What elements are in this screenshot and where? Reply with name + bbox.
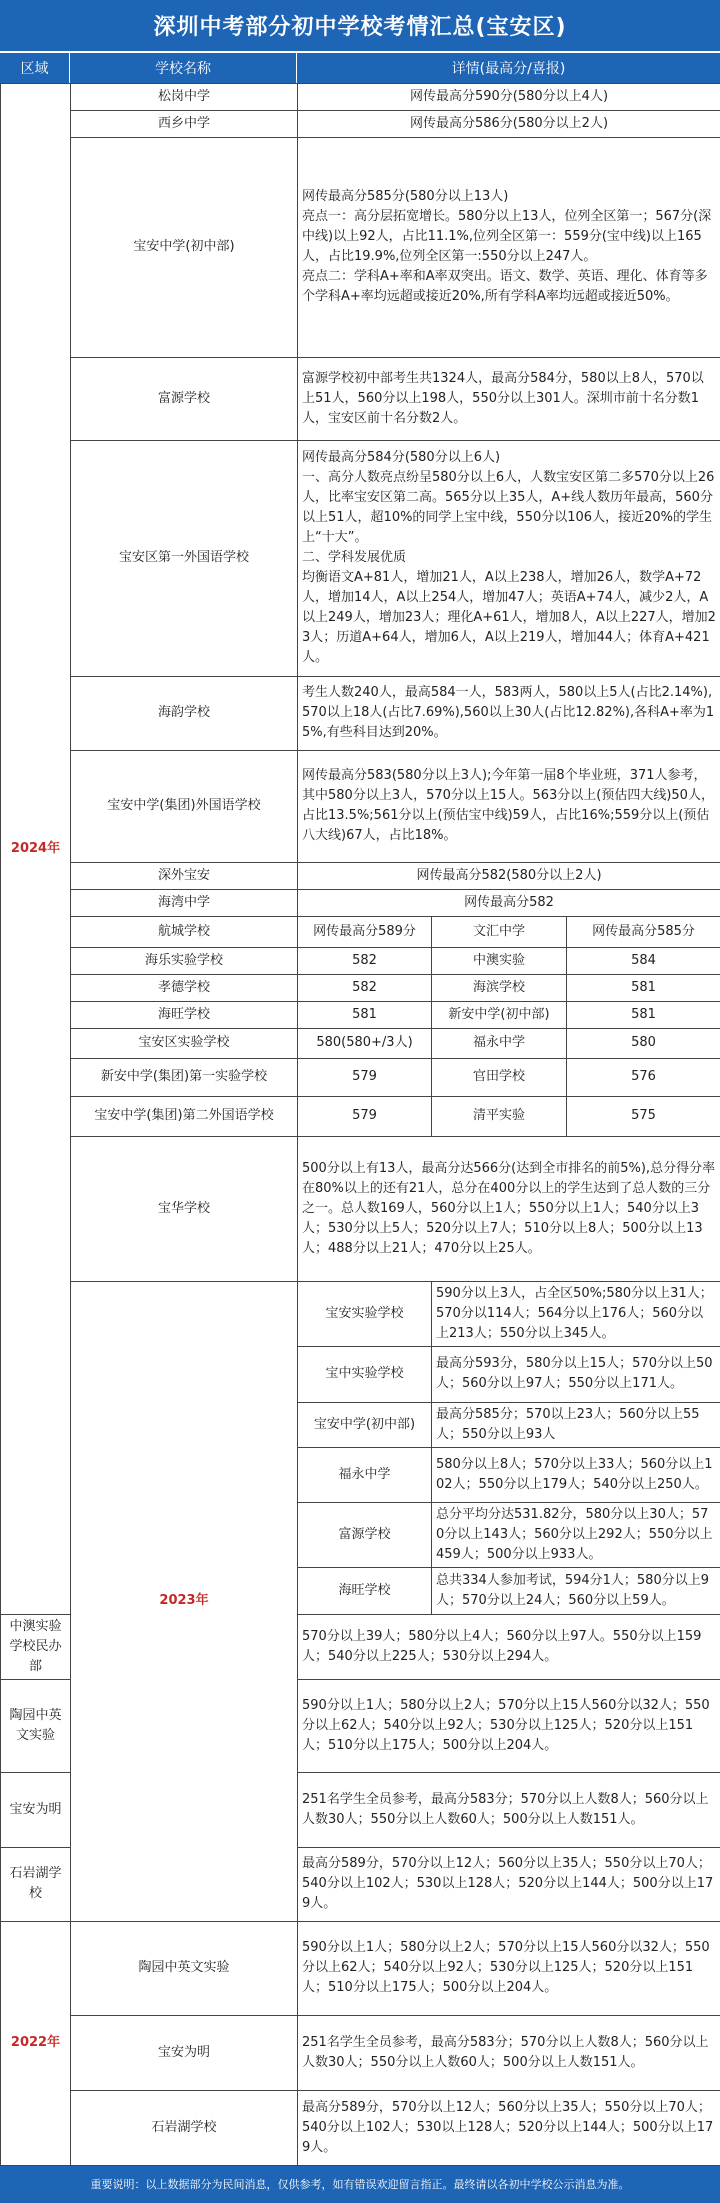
school-score: 580(580+/3人) [298, 1028, 432, 1058]
school-name: 福永中学 [298, 1447, 432, 1502]
school-name: 海韵学校 [71, 676, 298, 750]
table-row [1, 83, 720, 110]
school-detail: 最高分585分；570以上23人；560分以上55人；550分以上93人 [432, 1402, 720, 1447]
table-row [1, 440, 720, 676]
school-detail: 500分以上有13人，最高分达566分(达到全市排名的前5%),总分得分率在80%以上的还有21人，总分在400分以上的学生达到了总人数的三分之一。总人数169人，560分以上1人；550分以上1人；540分以上3人；530分以上5人；520分以上7人；510分以上8人；500分以上13人；488分以上21人；470分以上25人。 [298, 1136, 720, 1281]
school-score: 582 [298, 974, 432, 1001]
header-detail: 详情(最高分/喜报) [451, 60, 566, 77]
school-name: 海旺学校 [298, 1567, 432, 1614]
school-detail: 网传最高分582 [298, 889, 720, 916]
header-school: 学校名称 [70, 53, 297, 83]
school-name: 中澳实验 [432, 947, 567, 974]
school-name: 西乡中学 [71, 110, 298, 137]
school-detail: 251名学生全员参考，最高分583分；570分以上人数8人；560分以上人数30人；550分以上人数60人；500分以上人数151人。 [298, 1772, 720, 1847]
school-name: 官田学校 [432, 1058, 567, 1096]
school-name: 宝安中学(初中部) [298, 1402, 432, 1447]
table-row [1, 137, 720, 357]
school-detail: 网传最高分586分(580分以上2人) [298, 110, 720, 137]
school-name: 海旺学校 [71, 1001, 298, 1028]
school-score: 581 [298, 1001, 432, 1028]
table-row [1, 974, 720, 1001]
table-row [1, 1028, 720, 1058]
school-name: 石岩湖学校 [71, 2090, 298, 2165]
school-name: 文汇中学 [432, 916, 567, 947]
school-score: 575 [567, 1096, 720, 1136]
school-detail: 网传最高分583(580分以上3人);今年第一届8个毕业班，371人参考，其中580分以上3人，570分以上15人。563分以上(预估四大线)50人，占比13.5%;561分以上(预估宝中线)59人，占比16%;559分以上(预估八大线)67人，占比18%。 [298, 750, 720, 862]
school-score: 580 [567, 1028, 720, 1058]
school-name: 中澳实验学校民办部 [1, 1614, 71, 1679]
school-score: 581 [567, 974, 720, 1001]
school-detail: 590分以上1人；580分以上2人；570分以上15人560分以32人；550分以上62人；540分以上92人；530分以上125人；520分以上151人；510分以上175人；500分以上204人。 [298, 1921, 720, 2015]
school-name: 福永中学 [432, 1028, 567, 1058]
year-label-2024: 2024年 [1, 83, 71, 1614]
school-name: 宝华学校 [71, 1136, 298, 1281]
school-name: 宝安中学(集团)第二外国语学校 [71, 1096, 298, 1136]
school-name: 宝安中学(集团)外国语学校 [71, 750, 298, 862]
header-region: 区域 [0, 53, 70, 83]
school-score: 581 [567, 1001, 720, 1028]
school-name: 宝安实验学校 [298, 1281, 432, 1346]
table-row [1, 2090, 720, 2165]
school-score: 网传最高分589分 [298, 916, 432, 947]
school-detail: 网传最高分582(580分以上2人) [298, 862, 720, 889]
school-score: 579 [298, 1096, 432, 1136]
school-name: 新安中学(集团)第一实验学校 [71, 1058, 298, 1096]
school-name: 陶园中英文实验 [1, 1679, 71, 1772]
school-detail: 最高分589分，570分以上12人；560分以上35人；550分以上70人；540分以上102人；530以上128人；520分以上144人；500分以上179人。 [298, 2090, 720, 2165]
school-name: 松岗中学 [71, 83, 298, 110]
year-label-2022: 2022年 [1, 1921, 71, 2165]
data-table [0, 83, 720, 2166]
school-score: 网传最高分585分 [567, 916, 720, 947]
table-row [1, 110, 720, 137]
school-detail: 590分以上1人；580分以上2人；570分以上15人560分以32人；550分以上62人；540分以上92人；530分以上125人；520分以上151人；510分以上175人；500分以上204人。 [298, 1679, 720, 1772]
school-detail: 网传最高分584分(580分以上6人) 一、高分人数亮点纷呈580分以上6人，人数宝安区第二多570分以上26人，比率宝安区第二高。565分以上35人，A+线人数历年最高，560分以上51人，超10%的同学上宝中线，550分以106人，接近20%的学生上“十大”。 二、学科发展优质 均衡语文A+81人，增加21人，A以上238人，增加26人，数学A+72人，增加14人，A以上254人，增加47人；英语A+74人，减少2人，A以上249人，增加23人；理化A+61人，增加8人，A以上227人，增加23人；历道A+64人，增加6人，A以上219人，增加44人；体育A+421人。 [298, 440, 720, 676]
school-detail: 网传最高分590分(580分以上4人) [298, 83, 720, 110]
school-name: 富源学校 [298, 1502, 432, 1567]
table-row [1, 1001, 720, 1028]
school-score: 582 [298, 947, 432, 974]
table-row [1, 1136, 720, 1281]
year-label-2023: 2023年 [71, 1281, 298, 1921]
table-row [1, 676, 720, 750]
school-detail: 最高分593分，580分以上15人；570分以上50人；560分以上97人；550分以上171人。 [432, 1346, 720, 1402]
footer-note: 重要说明：以上数据部分为民间消息，仅供参考，如有错误欢迎留言指正。最终请以各初中学校公示消息为准。 [0, 2166, 720, 2203]
school-name: 孝德学校 [71, 974, 298, 1001]
school-detail: 考生人数240人，最高584一人，583两人，580以上5人(占比2.14%),570以上18人(占比7.69%),560以上30人(占比12.82%),各科A+率为15%,有些科目达到20%。 [298, 676, 720, 750]
table-row [1, 916, 720, 947]
school-name: 清平实验 [432, 1096, 567, 1136]
table-row [1, 889, 720, 916]
school-score: 584 [567, 947, 720, 974]
school-detail: 网传最高分585分(580分以上13人) 亮点一：高分层拓宽增长。580分以上13人，位列全区第一；567分(深中线)以上92人，占比11.1%,位列全区第一：559分(宝中线)以上165人，占比19.9%,位列全区第一:550分以上247人。 亮点二：学科A+率和A率双突出。语文、数学、英语、理化、体育等多个学科A+率均远超或接近20%,所有学科A率均远超或接近50%。 [298, 137, 720, 357]
school-name: 海乐实验学校 [71, 947, 298, 974]
school-detail: 570分以上39人；580分以上4人；560分以上97人。550分以上159人；540分以上225人；530分以上294人。 [298, 1614, 720, 1679]
school-detail: 251名学生全员参考，最高分583分；570分以上人数8人；560分以上人数30人；550分以上人数60人；500分以上人数151人。 [298, 2015, 720, 2090]
school-name: 宝中实验学校 [298, 1346, 432, 1402]
school-name: 新安中学(初中部) [432, 1001, 567, 1028]
school-name: 航城学校 [71, 916, 298, 947]
school-name: 海滨学校 [432, 974, 567, 1001]
school-score: 579 [298, 1058, 432, 1096]
school-detail: 580分以上8人；570分以上33人；560分以上102人；550分以上179人；540分以上250人。 [432, 1447, 720, 1502]
school-name: 宝安为明 [71, 2015, 298, 2090]
table-row [1, 357, 720, 440]
school-name: 石岩湖学校 [1, 1847, 71, 1921]
page-title: 深圳中考部分初中学校考情汇总(宝安区) [0, 0, 720, 51]
table-row [1, 862, 720, 889]
table-row [1, 947, 720, 974]
school-name: 宝安区实验学校 [71, 1028, 298, 1058]
school-score: 576 [567, 1058, 720, 1096]
school-detail: 总共334人参加考试，594分1人；580分以上9人；570分以上24人；560分以上59人。 [432, 1567, 720, 1614]
table-row [1, 1921, 720, 2015]
table-row [1, 750, 720, 862]
table-row [1, 1281, 720, 1346]
school-name: 富源学校 [71, 357, 298, 440]
school-name: 宝安为明 [1, 1772, 71, 1847]
school-detail: 富源学校初中部考生共1324人，最高分584分，580以上8人，570以上51人，560分以上198人，550分以上301人。深圳市前十名分数1人，宝安区前十名分数2人。 [298, 357, 720, 440]
table-header [0, 51, 720, 83]
table-row [1, 1058, 720, 1096]
school-name: 宝安区第一外国语学校 [71, 440, 298, 676]
school-name: 海湾中学 [71, 889, 298, 916]
table-row [1, 1096, 720, 1136]
school-detail: 最高分589分，570分以上12人；560分以上35人；550分以上70人；540分以上102人；530以上128人；520分以上144人；500分以上179人。 [298, 1847, 720, 1921]
school-name: 宝安中学(初中部) [71, 137, 298, 357]
school-name: 陶园中英文实验 [71, 1921, 298, 2015]
school-name: 深外宝安 [71, 862, 298, 889]
school-detail: 590分以上3人，占全区50%;580分以上31人；570分以114人；564分以上176人；560分以上213人；550分以上345人。 [432, 1281, 720, 1346]
school-detail: 总分平均分达531.82分，580分以上30人；570分以上143人；560分以上292人；550分以上459人；500分以上933人。 [432, 1502, 720, 1567]
table-row [1, 2015, 720, 2090]
